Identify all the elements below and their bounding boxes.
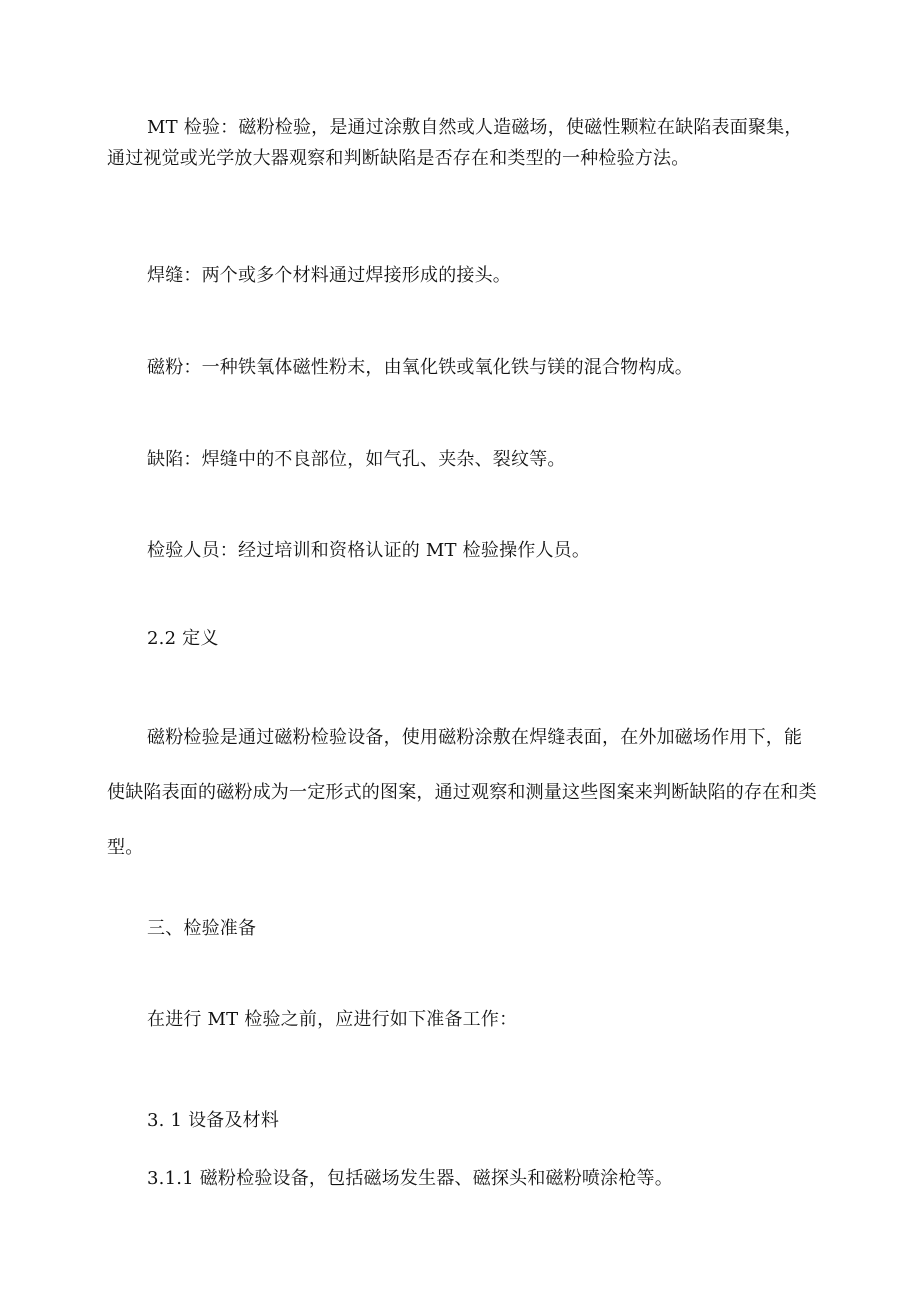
section-3-heading: 三、检验准备	[147, 918, 257, 939]
mt-inspection-definition-paragraph: MT 检验：磁粉检验，是通过涂敷自然或人造磁场，使磁性颗粒在缺陷表面聚集，通过视觉或光学放大器观察和判断缺陷是否存在和类型的一种检验方法。	[107, 117, 803, 169]
item-3-1-1-paragraph: 3.1.1 磁粉检验设备，包括磁场发生器、磁探头和磁粉喷涂枪等。	[147, 1168, 673, 1189]
section-2-2-heading: 2.2 定义	[147, 628, 219, 649]
inspector-definition-paragraph: 检验人员：经过培训和资格认证的 MT 检验操作人员。	[147, 540, 591, 561]
mt-process-definition-paragraph: 磁粉检验是通过磁粉检验设备，使用磁粉涂敷在焊缝表面，在外加磁场作用下，能使缺陷表面的磁粉成为一定形式的图案，通过观察和测量这些图案来判断缺陷的存在和类型。	[107, 727, 817, 858]
magnetic-powder-definition-paragraph: 磁粉：一种铁氧体磁性粉末，由氧化铁或氧化铁与镁的混合物构成。	[147, 357, 693, 378]
defect-definition-paragraph: 缺陷：焊缝中的不良部位，如气孔、夹杂、裂纹等。	[147, 449, 566, 470]
weld-definition-paragraph: 焊缝：两个或多个材料通过焊接形成的接头。	[147, 265, 511, 286]
section-3-1-heading: 3. 1 设备及材料	[147, 1110, 280, 1131]
preparation-intro-paragraph: 在进行 MT 检验之前，应进行如下准备工作：	[147, 1009, 518, 1030]
